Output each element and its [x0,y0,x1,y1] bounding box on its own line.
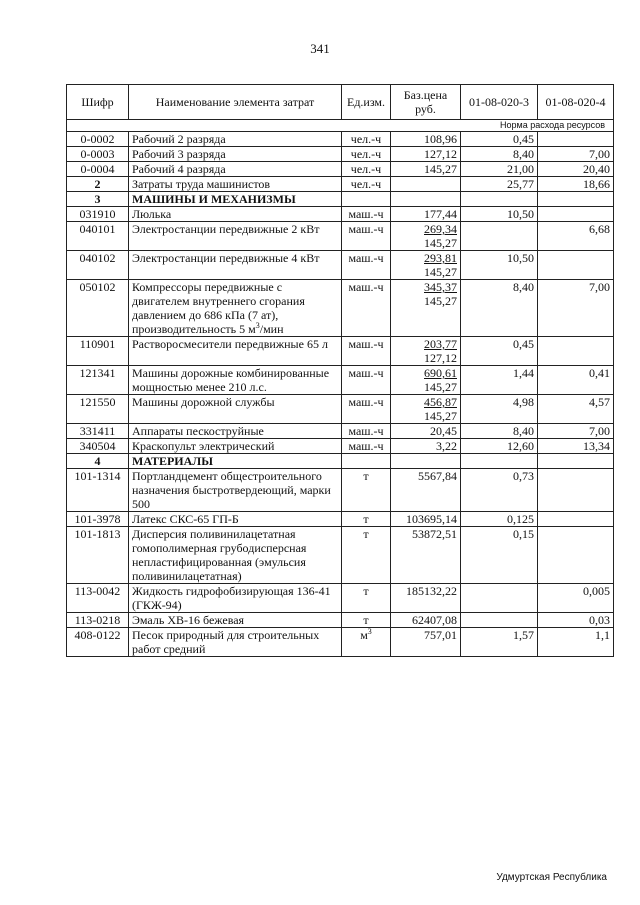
price-value: 456,87 [424,395,457,409]
table-row [67,469,614,512]
cell-code: 110901 [67,337,129,366]
cell-name [129,177,342,192]
cell-price [391,628,461,657]
cell-name [129,613,342,628]
unit-text: маш.-ч [348,337,384,351]
cell-unit [342,527,391,584]
cell-code: 408-0122 [67,628,129,657]
cell-code: 340504 [67,439,129,454]
price-value: 177,44 [424,207,457,221]
price-value: 145,27 [424,162,457,176]
price-value: 757,01 [424,628,457,642]
cell-norm-1: 10,50 [461,251,538,280]
cell-unit [342,147,391,162]
cell-norm-2: 4,57 [538,395,614,424]
cell-norm-2 [538,512,614,527]
table-row [67,366,614,395]
table-row [67,628,614,657]
cell-norm-1: 0,125 [461,512,538,527]
cell-norm-2 [538,337,614,366]
cell-code: 121550 [67,395,129,424]
cell-unit [342,337,391,366]
cell-norm-2: 7,00 [538,424,614,439]
unit-text: т [363,584,369,598]
name-text: Портландцемент общестроительного назначения быстротвердеющий, марки 500 [132,469,331,511]
cell-price [391,424,461,439]
price-wage-value: 127,12 [424,351,457,365]
table-row [67,613,614,628]
cell-unit [342,469,391,512]
cell-norm-2: 18,66 [538,177,614,192]
cell-norm-1: 0,15 [461,527,538,584]
table-row [67,512,614,527]
cell-code: 121341 [67,366,129,395]
norm-row [67,120,614,132]
cell-name [129,280,342,337]
cell-norm-1: 21,00 [461,162,538,177]
header-code: Шифр [67,85,129,120]
cell-norm-1 [461,613,538,628]
cell-norm-2: 1,1 [538,628,614,657]
cell-price [391,147,461,162]
cell-price [391,162,461,177]
cell-code: 113-0218 [67,613,129,628]
cell-unit [342,395,391,424]
table-row [67,280,614,337]
unit-text: чел.-ч [350,147,382,161]
unit-text: маш.-ч [348,439,384,453]
cell-unit [342,177,391,192]
cell-norm-2: 6,68 [538,222,614,251]
cell-price [391,280,461,337]
cell-name [129,469,342,512]
unit-text: маш.-ч [348,366,384,380]
table-header [67,85,614,120]
cell-price [391,251,461,280]
cell-price [391,613,461,628]
cell-name [129,147,342,162]
cell-norm-2 [538,132,614,147]
price-value: 3,22 [436,439,457,453]
resource-table [66,84,614,657]
name-tail: /мин [259,322,284,336]
table-row [67,207,614,222]
cell-price [391,512,461,527]
cell-unit [342,207,391,222]
cell-norm-1: 1,44 [461,366,538,395]
name-text: Аппараты пескоструйные [132,424,264,438]
price-value: 53872,51 [412,527,457,541]
cell-norm-1: 1,57 [461,628,538,657]
cell-unit [342,162,391,177]
cell-unit [342,222,391,251]
cell-norm-2: 13,34 [538,439,614,454]
cell-name [129,207,342,222]
cell-unit [342,280,391,337]
table-body [67,120,614,657]
price-wage-value: 145,27 [424,265,457,279]
unit-superscript: 3 [367,627,372,636]
table-row [67,132,614,147]
cell-norm-1: 8,40 [461,424,538,439]
name-text: Песок природный для строительных работ средний [132,628,320,656]
cell-code: 101-3978 [67,512,129,527]
cell-code: 101-1813 [67,527,129,584]
price-wage-value: 145,27 [424,294,457,308]
cell-price [391,177,461,192]
table-row [67,527,614,584]
price-wage-value: 145,27 [424,236,457,250]
name-text: Дисперсия поливинилацетатная гомополимерная грубодисперсная непластифицированная (эмульсия поливинилацетатная) [132,527,307,583]
cell-unit [342,366,391,395]
table-row [67,177,614,192]
price-value: 127,12 [424,147,457,161]
price-value: 185132,22 [406,584,457,598]
price-value: 293,81 [424,251,457,265]
cell-code: 050102 [67,280,129,337]
price-value: 345,37 [424,280,457,294]
header-col1: 01-08-020-3 [461,85,538,120]
table-row [67,147,614,162]
table-row [67,584,614,613]
cell-price [391,395,461,424]
norm-label: Норма расхода ресурсов [67,120,614,132]
header-name: Наименование элемента затрат [129,85,342,120]
price-value: 5567,84 [418,469,457,483]
cell-price [391,337,461,366]
unit-text: маш.-ч [348,280,384,294]
cell-name [129,454,342,469]
unit-text: т [363,469,369,483]
table-row [67,337,614,366]
price-value: 20,45 [430,424,457,438]
unit-text: маш.-ч [348,207,384,221]
header-price: Баз.цена руб. [391,85,461,120]
cell-code: 0-0003 [67,147,129,162]
name-text: Рабочий 2 разряда [132,132,226,146]
cell-unit [342,251,391,280]
cell-code: 0-0002 [67,132,129,147]
cell-norm-2 [538,251,614,280]
price-value: 62407,08 [412,613,457,627]
unit-text: чел.-ч [350,162,382,176]
cell-empty [538,454,614,469]
cell-name [129,192,342,207]
cell-name [129,366,342,395]
cell-norm-1: 0,45 [461,132,538,147]
price-value: 690,61 [424,366,457,380]
cell-price [391,439,461,454]
cell-code: 331411 [67,424,129,439]
cell-name [129,527,342,584]
cell-code: 040102 [67,251,129,280]
table-row [67,439,614,454]
cell-name [129,424,342,439]
cell-norm-1 [461,584,538,613]
cell-code: 2 [67,177,129,192]
table-row [67,251,614,280]
cell-norm-2: 7,00 [538,147,614,162]
name-superscript: 3 [255,321,260,330]
name-text: МАТЕРИАЛЫ [132,454,213,468]
cell-name [129,132,342,147]
price-wage-value: 145,27 [424,380,457,394]
name-text: Эмаль ХВ-16 бежевая [132,613,245,627]
name-text: МАШИНЫ И МЕХАНИЗМЫ [132,192,296,206]
unit-text: маш.-ч [348,424,384,438]
name-text: Затраты труда машинистов [132,177,271,191]
cell-unit [342,512,391,527]
price-value: 203,77 [424,337,457,351]
cell-norm-1: 10,50 [461,207,538,222]
name-text: Люлька [132,207,172,221]
name-text: Компрессоры передвижные с двигателем внутреннего сгорания давлением до 686 кПа (7 ат), производительность 5 м [132,280,305,336]
cell-name [129,162,342,177]
cell-price [391,222,461,251]
cell-empty [461,192,538,207]
price-value: 103695,14 [406,512,457,526]
unit-text: чел.-ч [350,177,382,191]
cell-name [129,337,342,366]
cell-norm-2: 7,00 [538,280,614,337]
unit-text: маш.-ч [348,395,384,409]
cell-norm-2: 0,005 [538,584,614,613]
cell-norm-2 [538,527,614,584]
cell-empty [538,192,614,207]
cell-norm-1: 8,40 [461,147,538,162]
cell-unit [342,584,391,613]
unit-text: маш.-ч [348,222,384,236]
cell-name [129,395,342,424]
cell-code: 4 [67,454,129,469]
table-row [67,162,614,177]
cell-norm-1: 12,60 [461,439,538,454]
name-text: Электростанции передвижные 4 кВт [132,251,320,265]
name-text: Рабочий 4 разряда [132,162,226,176]
section-row [67,454,614,469]
cell-norm-1: 4,98 [461,395,538,424]
section-row [67,192,614,207]
cell-code: 113-0042 [67,584,129,613]
table-row [67,222,614,251]
price-wage-value: 145,27 [424,409,457,423]
cell-empty [391,454,461,469]
name-text: Латекс СКС-65 ГП-Б [132,512,239,526]
cell-name [129,628,342,657]
cell-name [129,584,342,613]
cell-price [391,584,461,613]
footer-region: Удмуртская Республика [496,872,607,883]
unit-text: маш.-ч [348,251,384,265]
unit-text: м [360,628,368,642]
unit-text: т [363,613,369,627]
cell-empty [391,192,461,207]
price-value: 108,96 [424,132,457,146]
name-text: Рабочий 3 разряда [132,147,226,161]
cell-norm-2: 0,03 [538,613,614,628]
cell-empty [342,454,391,469]
unit-text: т [363,512,369,526]
cell-code: 040101 [67,222,129,251]
table-row [67,395,614,424]
name-text: Краскопульт электрический [132,439,275,453]
cell-norm-1: 0,73 [461,469,538,512]
cell-norm-2: 0,41 [538,366,614,395]
name-text: Электростанции передвижные 2 кВт [132,222,320,236]
cell-norm-1 [461,222,538,251]
cell-unit [342,628,391,657]
cell-price [391,207,461,222]
cell-norm-1: 25,77 [461,177,538,192]
cell-code: 031910 [67,207,129,222]
cell-price [391,469,461,512]
cell-code: 101-1314 [67,469,129,512]
cell-price [391,527,461,584]
cell-price [391,366,461,395]
cell-norm-2 [538,469,614,512]
cell-empty [342,192,391,207]
cell-code: 0-0004 [67,162,129,177]
cell-price [391,132,461,147]
cell-norm-2: 20,40 [538,162,614,177]
cell-unit [342,424,391,439]
cell-name [129,439,342,454]
unit-text: т [363,527,369,541]
cell-unit [342,439,391,454]
cell-name [129,512,342,527]
name-text: Машины дорожные комбинированные мощностью менее 210 л.с. [132,366,330,394]
header-col2: 01-08-020-4 [538,85,614,120]
cell-unit [342,613,391,628]
price-value: 269,34 [424,222,457,236]
cell-name [129,222,342,251]
cell-code: 3 [67,192,129,207]
cell-norm-2 [538,207,614,222]
unit-text: чел.-ч [350,132,382,146]
cell-name [129,251,342,280]
name-text: Машины дорожной службы [132,395,275,409]
cell-norm-1: 8,40 [461,280,538,337]
header-unit: Ед.изм. [342,85,391,120]
cell-norm-1: 0,45 [461,337,538,366]
name-text: Растворосмесители передвижные 65 л [132,337,328,351]
page-number: 341 [310,41,330,56]
cell-unit [342,132,391,147]
cell-empty [461,454,538,469]
table-row [67,424,614,439]
name-text: Жидкость гидрофобизирующая 136-41 (ГКЖ-94) [132,584,331,612]
